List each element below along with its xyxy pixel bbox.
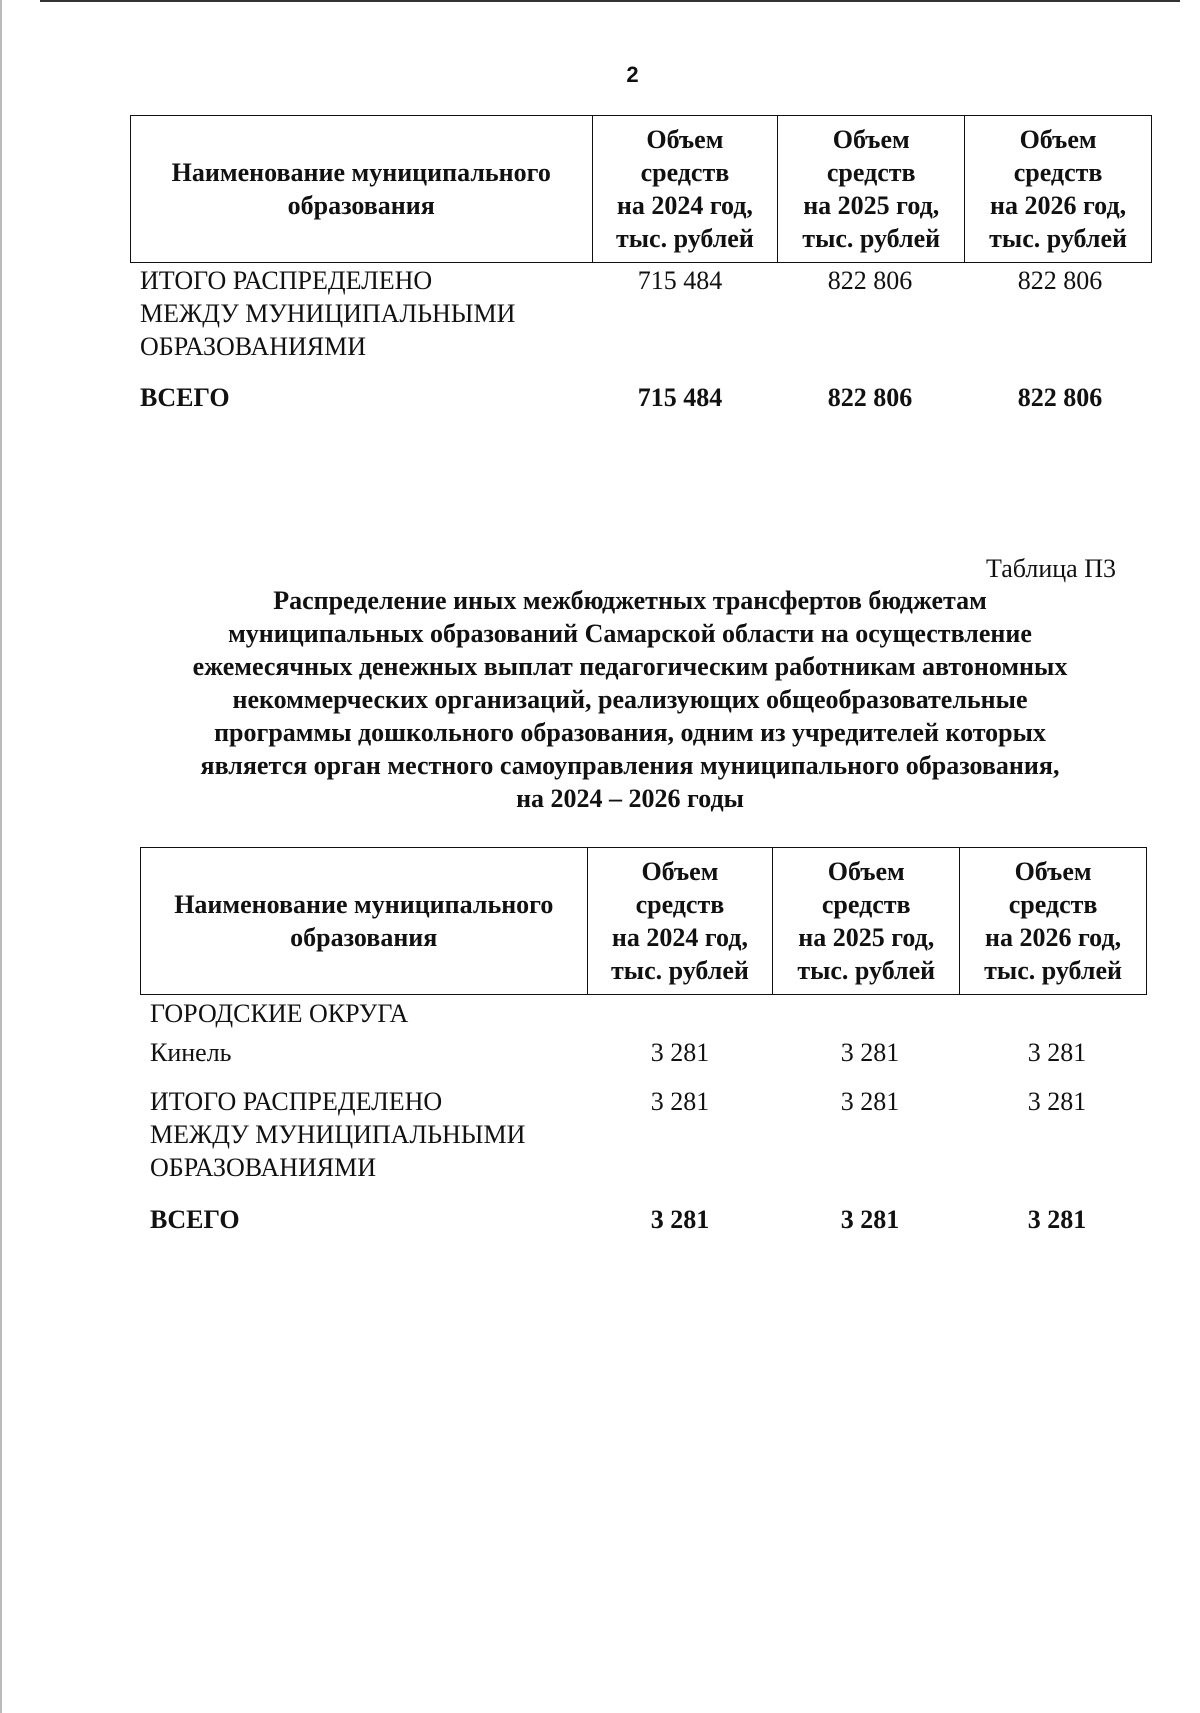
header-cell-2024: Объем средств на 2024 год, тыс. рублей <box>587 848 773 995</box>
table-top-header <box>130 115 1152 263</box>
value-2024: 715 484 <box>637 383 723 412</box>
table-p3-header <box>140 847 1147 995</box>
value-2025: 3 281 <box>840 1038 900 1067</box>
header-cell-2026: Объем средств на 2026 год, тыс. рублей <box>960 848 1147 995</box>
row-name: ИТОГО РАСПРЕДЕЛЕНО МЕЖДУ МУНИЦИПАЛЬНЫМИ ОБРАЗОВАНИЯМИ <box>140 266 516 361</box>
table-title: Распределение иных межбюджетных трансфертов бюджетам муниципальных образований Самарской области на осуществление ежемесячных денежных выплат педагогическим работникам автономных некоммерческих организаций, реализующих общеобразовательные программы дошкольного образования, одним из учредителей которых является орган местного самоуправления муниципального образования, на 2024 – 2026 годы <box>192 586 1068 813</box>
header-cell-2024: Объем средств на 2024 год, тыс. рублей <box>592 116 778 263</box>
top-border-line <box>40 0 1180 2</box>
group-heading-city-districts: ГОРОДСКИЕ ОКРУГА <box>150 999 409 1028</box>
value-2024: 3 281 <box>650 1038 710 1067</box>
value-2025: 3 281 <box>840 1205 900 1234</box>
row-name: ИТОГО РАСПРЕДЕЛЕНО МЕЖДУ МУНИЦИПАЛЬНЫМИ ОБРАЗОВАНИЯМИ <box>150 1087 526 1182</box>
value-2024: 3 281 <box>650 1087 710 1116</box>
header-cell-2025: Объем средств на 2025 год, тыс. рублей <box>778 116 965 263</box>
value-2025: 3 281 <box>840 1087 900 1116</box>
page-number: 2 <box>626 62 639 87</box>
row-name: ВСЕГО <box>140 383 230 412</box>
value-2026: 3 281 <box>1027 1038 1087 1067</box>
header-cell-name: Наименование муниципального образования <box>131 116 593 263</box>
row-name: ВСЕГО <box>150 1205 240 1234</box>
table-label: Таблица П3 <box>986 554 1116 583</box>
value-2024: 3 281 <box>650 1205 710 1234</box>
value-2026: 822 806 <box>1017 383 1103 412</box>
value-2026: 3 281 <box>1027 1087 1087 1116</box>
value-2025: 822 806 <box>827 383 913 412</box>
header-cell-2026: Объем средств на 2026 год, тыс. рублей <box>965 116 1152 263</box>
value-2026: 822 806 <box>1017 266 1103 295</box>
left-border-line <box>0 0 2 1713</box>
header-cell-2025: Объем средств на 2025 год, тыс. рублей <box>773 848 960 995</box>
row-name: Кинель <box>150 1038 232 1067</box>
value-2024: 715 484 <box>637 266 723 295</box>
value-2025: 822 806 <box>827 266 913 295</box>
header-cell-name: Наименование муниципального образования <box>141 848 588 995</box>
value-2026: 3 281 <box>1027 1205 1087 1234</box>
